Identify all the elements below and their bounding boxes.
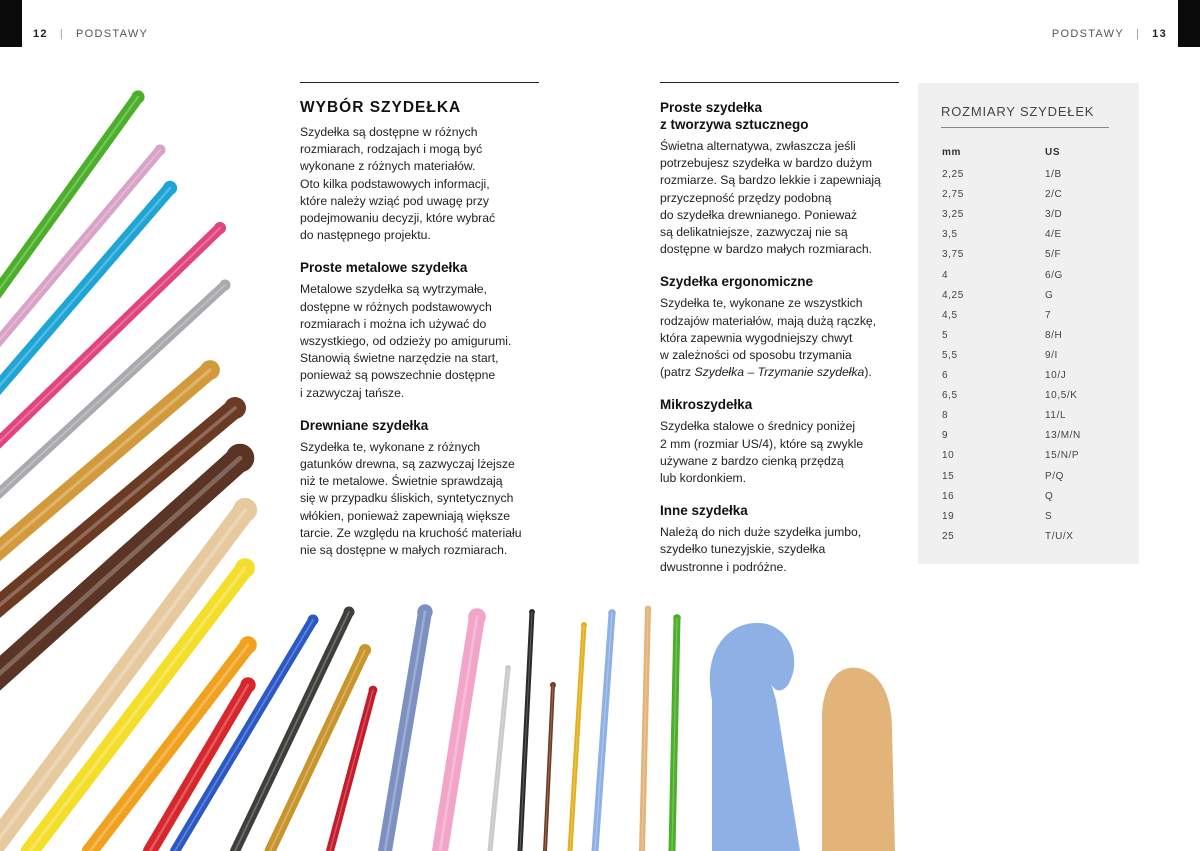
jumbo-wooden-hook (822, 668, 895, 851)
size-us: 8/H (1045, 329, 1063, 341)
crochet-hook (595, 609, 616, 851)
sizes-panel-title: ROZMIARY SZYDEŁEK (941, 104, 1095, 119)
ergonomic-hooks-heading: Szydełka ergonomiczne (660, 274, 814, 290)
size-mm: 4,5 (942, 309, 958, 321)
size-us: 15/N/P (1045, 450, 1080, 462)
crochet-hook (570, 622, 587, 851)
column-header-mm: mm (942, 147, 961, 158)
crochet-hook (520, 609, 535, 851)
text-column-right (660, 82, 899, 591)
size-us: 5/F (1045, 249, 1062, 261)
ergonomic-text-end: ). (864, 365, 872, 380)
size-us: G (1045, 289, 1054, 301)
size-mm: 3,25 (942, 209, 964, 221)
other-hooks-text: Należą do nich duże szydełka jumbo, szydełko tunezyjskie, szydełka dwustronne i podróżne. (660, 525, 862, 574)
size-mm: 5,5 (942, 349, 958, 361)
ergonomic-hooks-text (660, 295, 899, 381)
size-us: 7 (1045, 309, 1052, 321)
size-us: 10,5/K (1045, 390, 1078, 402)
size-us: 6/G (1045, 269, 1063, 281)
size-us: T/U/X (1045, 530, 1074, 542)
size-us: 2/C (1045, 189, 1063, 201)
page-number-right: 13 (1152, 28, 1167, 40)
crochet-hook (642, 606, 651, 851)
jumbo-plastic-hook (710, 623, 800, 851)
other-hooks-heading: Inne szydełka (660, 503, 748, 519)
size-us: Q (1045, 490, 1054, 502)
size-mm: 6,5 (942, 390, 958, 402)
size-mm: 9 (942, 430, 949, 442)
text-column-left (300, 82, 539, 574)
size-us: 4/E (1045, 229, 1062, 241)
crochet-hook (672, 614, 681, 851)
size-us: 11/L (1045, 410, 1067, 422)
size-mm: 15 (942, 470, 955, 482)
crochet-hook (440, 608, 486, 851)
page-number-left: 12 (33, 28, 48, 40)
size-mm: 10 (942, 450, 955, 462)
hook-sizes-panel (918, 83, 1139, 564)
column-rule (300, 82, 539, 83)
size-us: 9/I (1045, 349, 1058, 361)
size-mm: 3,5 (942, 229, 958, 241)
size-mm: 3,75 (942, 249, 964, 261)
size-mm: 4 (942, 269, 949, 281)
metal-hooks-heading: Proste metalowe szydełka (300, 260, 468, 276)
column-rule (660, 82, 899, 83)
micro-hooks-heading: Mikroszydełka (660, 397, 753, 413)
crochet-hook (385, 604, 433, 851)
size-mm: 6 (942, 370, 949, 381)
crochet-hook (490, 665, 511, 851)
section-name-right: PODSTAWY (1051, 28, 1124, 40)
size-us: P/Q (1045, 470, 1065, 482)
intro-paragraph: Szydełka są dostępne w różnych rozmiarach, rodzajach i mogą być wykonane z różnych materiałów. Oto kilka podstawowych informacji, które należy wziąć pod uwagę przy podejmowaniu decyzji, które wybrać do następnego projektu. (300, 125, 496, 243)
size-mm: 16 (942, 490, 955, 502)
size-us: 1/B (1045, 169, 1062, 180)
section-title: WYBÓR SZYDEŁKA (300, 99, 462, 116)
section-name-left: PODSTAWY (76, 28, 149, 40)
size-mm: 2,75 (942, 189, 964, 201)
size-mm: 25 (942, 530, 955, 542)
micro-hooks-text: Szydełka stalowe o średnicy poniżej 2 mm (rozmiar US/4), które są zwykle używane z bardzo cienką przędzą lub kordonkiem. (660, 419, 864, 486)
crochet-hook (545, 682, 556, 851)
size-us: 10/J (1045, 370, 1067, 381)
size-mm: 2,25 (942, 169, 964, 180)
size-us: 13/M/N (1045, 430, 1081, 442)
sizes-title-rule (941, 127, 1109, 128)
cross-reference: Szydełka – Trzymanie szydełka (694, 365, 865, 380)
header-separator: | (1135, 28, 1141, 40)
plastic-hooks-text: Świetna alternatywa, zwłaszcza jeśli potrzebujesz szydełka w bardzo dużym rozmiarze. Są bardzo lekkie i zapewniają przyczepność przędzy podobną do szydełka drewnianego. Ponieważ są delikatniejsze, zazwyczaj nie są dostępne w bardzo małych rozmiarach. (660, 139, 881, 257)
plastic-hooks-heading: Proste szydełka z tworzywa sztucznego (660, 100, 809, 132)
size-us: 3/D (1045, 209, 1063, 221)
size-mm: 4,25 (942, 289, 964, 301)
metal-hooks-text: Metalowe szydełka są wytrzymałe, dostępne w różnych podstawowych rozmiarach i można ich używać do wszystkiego, od odzieży po amigurumi. Stanowią świetne narzędzie na start, ponieważ są powszechnie dostępne i zazwyczaj tańsze. (300, 282, 512, 400)
header-separator: | (59, 28, 65, 40)
size-mm: 5 (942, 329, 949, 341)
size-mm: 19 (942, 510, 955, 522)
wooden-hooks-heading: Drewniane szydełka (300, 417, 429, 433)
column-header-us: US (1045, 147, 1061, 158)
size-mm: 8 (942, 410, 949, 422)
ergonomic-text-part: Szydełka te, wykonane ze wszystkich rodzajów materiałów, mają dużą rączkę, która zapewnia wygodniejszy chwyt w zależności od sposobu trzymania (patrz (660, 296, 877, 380)
wooden-hooks-text: Szydełka te, wykonane z różnych gatunków drewna, są zazwyczaj lżejsze niż te metalowe. Świetnie sprawdzają się w przypadku śliskich, syntetycznych włókien, ponieważ zapewniają większe tarcie. Ze względu na kruchość materiału nie są dostępne w małych rozmiarach. (300, 439, 522, 558)
size-us: S (1045, 510, 1053, 522)
